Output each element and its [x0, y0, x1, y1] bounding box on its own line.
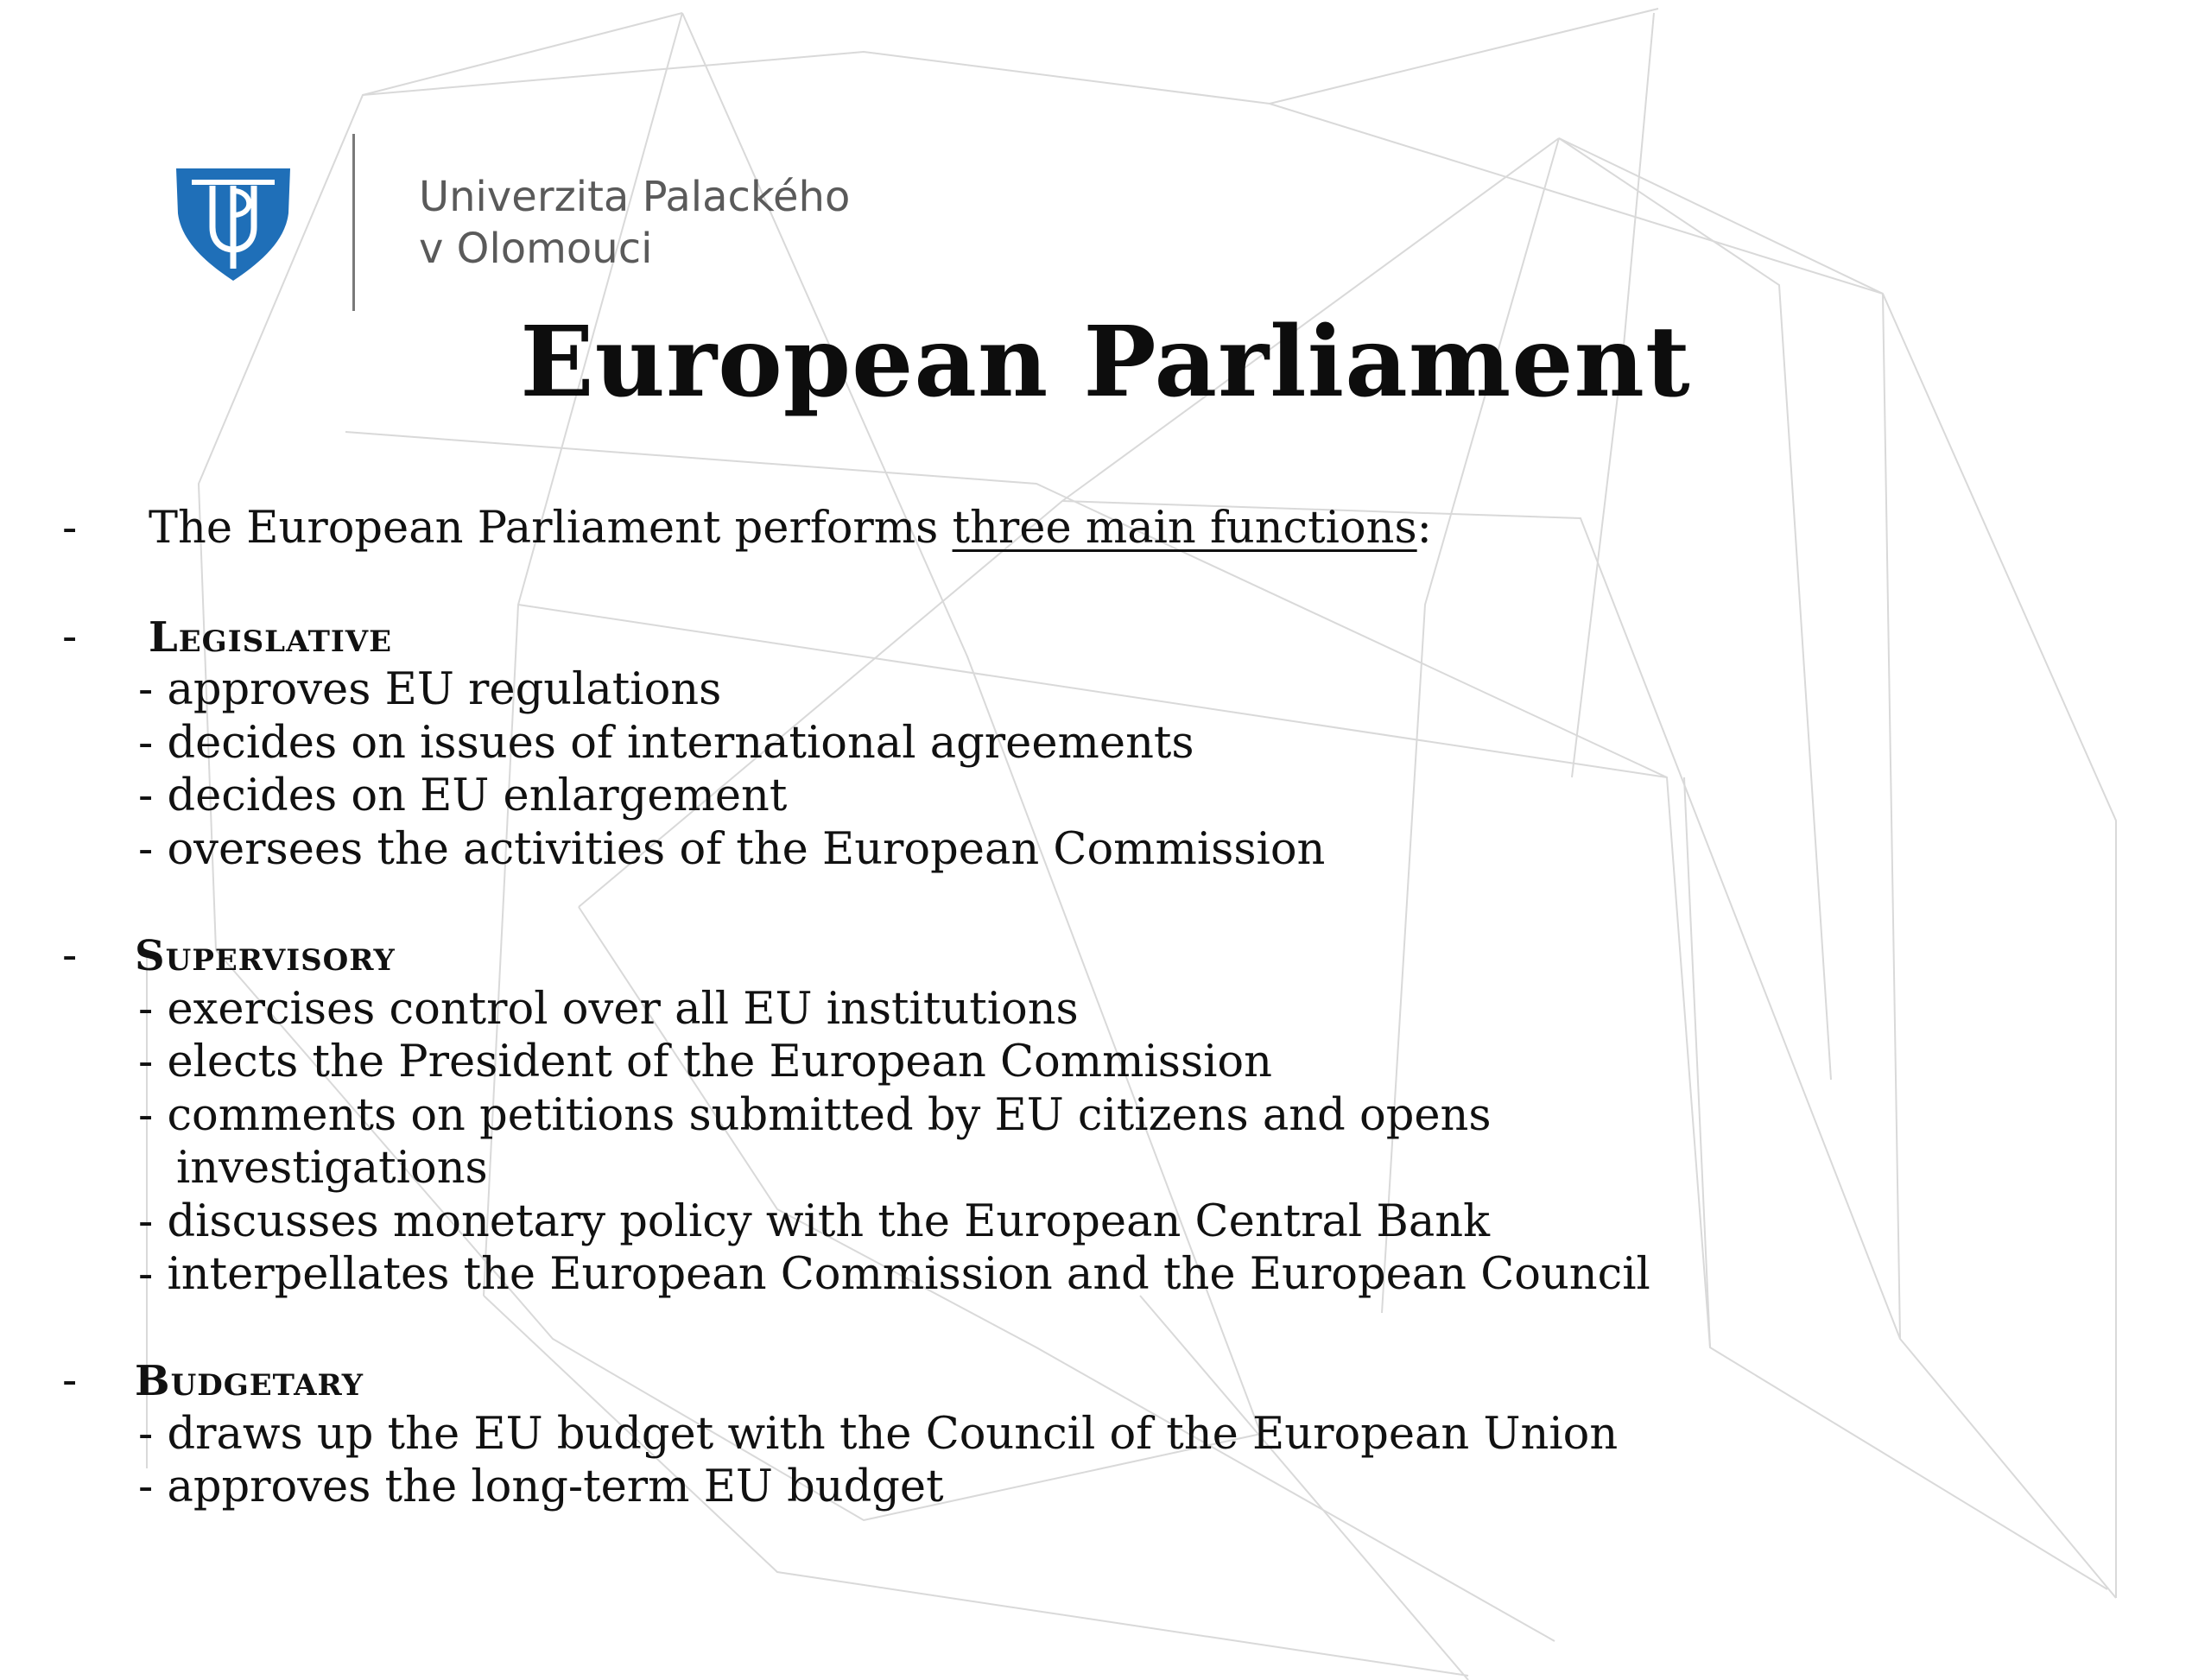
section-heading-legislative: Legislative — [149, 613, 393, 662]
list-item: - interpellates the European Commission and the European Council — [138, 1249, 1650, 1300]
intro-underlined-text: three main functions — [952, 503, 1417, 554]
list-item: - decides on issues of international agreements — [138, 718, 1194, 769]
list-item: - draws up the EU budget with the Council of the European Union — [138, 1409, 1619, 1460]
logo-divider — [352, 134, 355, 311]
university-logo — [173, 160, 294, 281]
section-bullet: - — [62, 1355, 78, 1406]
university-name — [419, 171, 850, 275]
intro-bullet: - — [62, 503, 78, 554]
section-bullet: - — [62, 612, 78, 662]
section-bullet: - — [62, 930, 78, 981]
list-item: - elects the President of the European Commission — [138, 1037, 1272, 1087]
list-item: - exercises control over all EU institutions — [138, 984, 1079, 1035]
intro-text — [149, 502, 1432, 555]
list-item: - comments on petitions submitted by EU citizens and opens — [138, 1090, 1492, 1141]
list-item-continuation: investigations — [176, 1143, 488, 1194]
university-name-line2: v Olomouci — [419, 225, 653, 273]
intro-text-end: : — [1416, 503, 1432, 554]
page-title: European Parliament — [520, 306, 1691, 419]
section-heading-budgetary: Budgetary — [135, 1357, 364, 1405]
intro-text-start: The European Parliament performs — [149, 503, 953, 554]
section-heading-supervisory: Supervisory — [135, 932, 396, 980]
list-item: - decides on EU enlargement — [138, 770, 788, 821]
list-item: - discusses monetary policy with the European Central Bank — [138, 1196, 1491, 1247]
list-item: - oversees the activities of the European Commission — [138, 824, 1326, 875]
list-item: - approves EU regulations — [138, 664, 722, 715]
university-name-line1: Univerzita Palackého — [419, 173, 851, 221]
list-item: - approves the long-term EU budget — [138, 1461, 944, 1512]
